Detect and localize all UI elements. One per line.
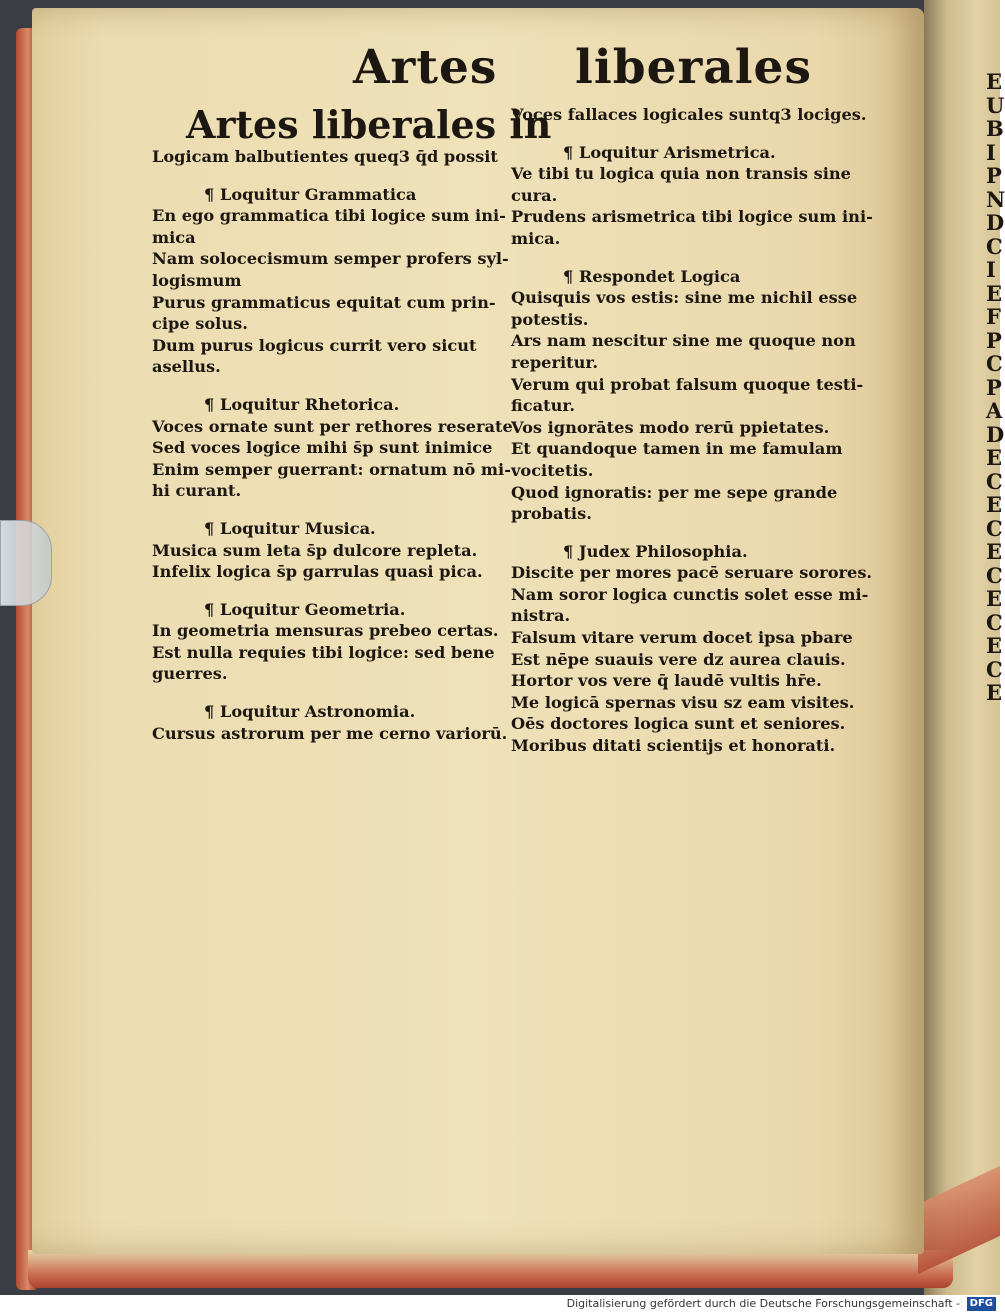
section-gap	[152, 685, 494, 701]
verse-line: Vos ignorātes modo rerū ppietates.	[511, 417, 830, 437]
verse-line: reperitur.	[511, 352, 599, 372]
verse-line: Hortor vos vere q̄ laudē vultis hr̄e.	[511, 671, 822, 691]
verse-line: Prudens arismetrica tibi logice sum ini-	[511, 207, 873, 227]
verse-line: mica.	[511, 228, 561, 248]
verse-line: Nam solocecismum semper profers syl-	[152, 249, 509, 269]
facing-page-fragment: C	[986, 656, 1003, 682]
section-heading: ¶ Respondet Logica	[563, 266, 741, 286]
facing-page-fragment: E	[986, 539, 1003, 564]
facing-page-fragment: C	[986, 515, 1003, 541]
facing-page-fragment: C	[986, 351, 1003, 376]
facing-page-fragment: E	[986, 586, 1003, 611]
facing-page-fragment: C	[986, 609, 1003, 635]
verse-line: Est nēpe suauis vere dz aurea clauis.	[511, 649, 846, 669]
verse-line: cura.	[511, 185, 558, 205]
section-gap	[152, 502, 494, 518]
facing-page-fragment: I	[986, 139, 996, 165]
facing-page-fragment: C	[986, 468, 1003, 494]
verse-line: Infelix logica s̄p garrulas quasi pica.	[152, 562, 483, 582]
facing-page-fragment: E	[986, 445, 1003, 470]
facing-page-fragment: C	[986, 562, 1003, 588]
section-gap	[152, 168, 494, 184]
verse-line: Me logicā spernas visu sz eam visites.	[511, 692, 855, 712]
verse-line: guerres.	[152, 664, 228, 684]
section-heading: ¶ Judex Philosophia.	[563, 541, 748, 561]
verse-line: asellus.	[152, 357, 221, 377]
verse-line: hi curant.	[152, 481, 242, 501]
running-head-left: Artes	[353, 40, 498, 95]
verse-line: Voces ornate sunt per rethores reserate	[152, 416, 513, 436]
section-gap	[511, 126, 856, 142]
facing-page-fragment: P	[986, 327, 1002, 353]
verse-line: Verum qui probat falsum quoque testi-	[511, 374, 864, 394]
section-heading: ¶ Loquitur Rhetorica.	[204, 394, 400, 414]
verse-line: Purus grammaticus equitat cum prin-	[152, 292, 496, 312]
verse-line: Quod ignoratis: per me sepe grande	[511, 482, 838, 502]
section-gap	[511, 525, 856, 541]
facing-page-fragment: E	[986, 492, 1003, 517]
verse-line: Ars nam nescitur sine me quoque non	[511, 331, 856, 351]
verse-line: Oēs doctores logica sunt et seniores.	[511, 714, 846, 734]
verse-line: Falsum vitare verum docet ipsa pbare	[511, 628, 853, 648]
facing-page-fragment: E	[986, 69, 1003, 94]
section-gap	[511, 250, 856, 266]
verse-line: Ve tibi tu logica quia non transis sine	[511, 164, 851, 184]
section-heading: ¶ Loquitur Geometria.	[204, 599, 406, 619]
section-heading: ¶ Loquitur Musica.	[204, 518, 376, 538]
footer-bar	[0, 1296, 1000, 1315]
dfg-logo: DFG	[967, 1297, 996, 1311]
verse-line: Moribus ditati scientijs et honorati.	[511, 736, 836, 756]
facing-page-fragment: E	[986, 633, 1003, 658]
facing-page-text-fragments	[986, 69, 1005, 705]
facing-page-fragment: I	[986, 257, 996, 282]
facing-page-fragment: D	[986, 421, 1005, 447]
facing-page-fragment: E	[986, 680, 1003, 705]
verse-line: logismum	[152, 270, 242, 290]
intro-line: Logicam balbutientes queq3 q̄d possit	[152, 147, 498, 166]
facing-page-fragment: D	[986, 210, 1005, 235]
verse-line: Dum purus logicus currit vero sicut	[152, 335, 477, 355]
facing-page-fragment: U	[986, 92, 1005, 118]
verse-line: Nam soror logica cunctis solet esse mi-	[511, 584, 869, 604]
verse-line: Sed voces logice mihi s̄p sunt inimice	[152, 438, 493, 458]
verse-line: Musica sum leta s̄p dulcore repleta.	[152, 540, 478, 560]
verse-line: Est nulla requies tibi logice: sed bene	[152, 642, 495, 662]
verse-line: mica	[152, 227, 196, 247]
page-clip	[0, 520, 52, 606]
verse-line: ficatur.	[511, 396, 576, 416]
verse-line: En ego grammatica tibi logice sum ini-	[152, 206, 506, 226]
running-head-right: liberales	[575, 40, 812, 95]
verse-line: potestis.	[511, 309, 589, 329]
facing-page-fragment: F	[986, 304, 1001, 329]
intro-line: Voces fallaces logicales suntq3 lociges.	[511, 105, 867, 124]
verse-line: Discite per mores pacē seruare sorores.	[511, 563, 873, 583]
section-heading: ¶ Loquitur Arismetrica.	[563, 142, 776, 162]
verse-line: vocitetis.	[511, 460, 594, 480]
verse-line: Et quandoque tamen in me famulam	[511, 439, 843, 459]
verse-line: cipe solus.	[152, 314, 248, 334]
verse-line: Cursus astrorum per me cerno variorū.	[152, 723, 508, 743]
right-intro	[511, 104, 867, 126]
section-gap	[152, 378, 494, 394]
verse-line: In geometria mensuras prebeo certas.	[152, 621, 499, 641]
verse-line: Enim semper guerrant: ornatum nō mi-	[152, 459, 511, 479]
verse-line: Quisquis vos estis: sine me nichil esse	[511, 288, 858, 308]
facing-page-fragment: P	[986, 163, 1002, 188]
section-gap	[152, 583, 494, 599]
facing-page-fragment: E	[986, 280, 1003, 306]
book-bottom-edge	[28, 1250, 953, 1288]
verse-line: nistra.	[511, 606, 571, 626]
section-heading: ¶ Loquitur Grammatica	[204, 184, 417, 204]
left-sections	[152, 168, 513, 745]
facing-page-fragment: P	[986, 374, 1002, 400]
facing-page-fragment: B	[986, 116, 1004, 141]
verse-line: probatis.	[511, 504, 592, 524]
facing-page-fragment: C	[986, 233, 1003, 259]
footer-credit: Digitalisierung gefördert durch die Deutsche Forschungsgemeinschaft -	[566, 1297, 960, 1310]
right-sections	[511, 126, 873, 757]
section-heading: ¶ Loquitur Astronomia.	[204, 702, 416, 722]
left-intro	[152, 146, 498, 168]
facing-page-fragment: A	[986, 398, 1003, 423]
facing-page-fragment: N	[986, 186, 1005, 212]
section-title: Artes liberales in	[186, 102, 552, 147]
right-column	[511, 104, 873, 757]
